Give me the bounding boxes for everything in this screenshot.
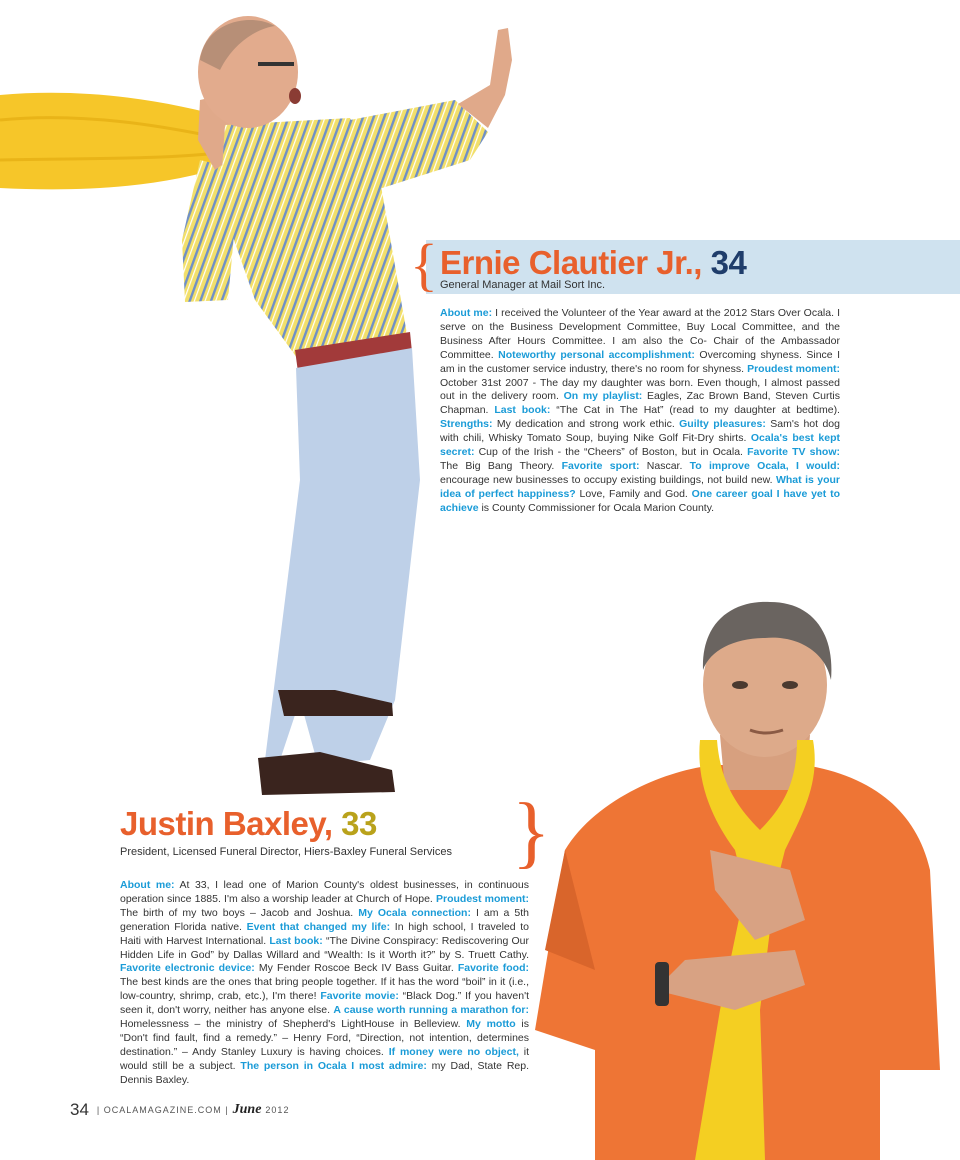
bio-keyword: Last book: <box>494 404 551 417</box>
bio-keyword: Noteworthy personal accomplishment: <box>498 348 695 361</box>
bio-keyword: Event that changed my life: <box>246 920 391 933</box>
justin-photo <box>535 590 960 1160</box>
bio-text: Overcoming shyness. Since I am in the customer service industry, there's no room for shyness. <box>440 348 840 375</box>
bio-keyword: My motto <box>466 1018 516 1031</box>
profile-age-justin: 33 <box>341 805 377 842</box>
bio-keyword: Favorite food: <box>457 962 529 975</box>
bio-keyword: Guilty pleasures: <box>679 418 766 431</box>
bio-keyword: One career goal I have yet to achieve <box>440 487 840 514</box>
profile-title-justin: President, Licensed Funeral Director, Hiers-Baxley Funeral Services <box>120 846 452 858</box>
bio-text: Sam's hot dog with chili, Whisky Tomato Soup, buying Nike Golf Fit-Dry shirts. <box>440 418 840 445</box>
page-footer: 34 | OCALAMAGAZINE.COM | June 2012 <box>70 1100 290 1119</box>
bio-text: The birth of my two boys – Jacob and Joshua. <box>120 906 359 919</box>
bio-text: “The Cat in The Hat” (read to my daughter at bedtime). <box>550 404 840 417</box>
bio-keyword: Last book: <box>269 934 323 947</box>
bio-text: Homelessness – the ministry of Shepherd's LightHouse in Belleview. <box>120 1018 467 1031</box>
profile-name-ernie: Ernie Clautier Jr., 34 <box>440 244 747 281</box>
profile-name-justin: Justin Baxley, 33 <box>120 805 377 842</box>
bio-keyword: Proudest moment: <box>747 362 840 375</box>
bio-text: Love, Family and God. <box>575 487 692 500</box>
bio-text: In high school, I traveled to Haiti with Harvest International. <box>120 920 529 947</box>
bio-text: my Dad, State Rep. Dennis Baxley. <box>120 1059 530 1086</box>
profile-title-ernie: General Manager at Mail Sort Inc. <box>440 279 606 291</box>
bio-text: is “Don't find fault, find a remedy.” – Henry Ford, “Direction, not intention, determines destination.” – Andy Stanley Luxury is having choices. <box>120 1018 530 1058</box>
page-number: 34 <box>70 1100 89 1119</box>
bio-keyword: Ocala's best kept secret: <box>440 432 840 459</box>
bio-text: I received the Volunteer of the Year award at the 2012 Stars Over Ocala. I serve on the Business Development Committee, Buy Local Committee, and the Business After Hours Committee. I am also the Co- Chair of the Ambassador Committee. <box>440 307 840 361</box>
bio-text: encourage new businesses to occupy existing buildings, not build new. <box>440 473 776 486</box>
bio-keyword: The person in Ocala I most admire: <box>240 1059 427 1072</box>
bio-text: The Big Bang Theory. <box>440 459 562 472</box>
bio-keyword: A cause worth running a marathon for: <box>333 1004 529 1017</box>
bio-keyword: To improve Ocala, I would: <box>689 459 840 472</box>
bio-text: I am a 5th generation Florida native. <box>120 906 529 933</box>
bio-text: Cup of the Irish - the “Cheers” of Boston, but in Ocala. <box>474 446 748 459</box>
bio-keyword: About me: <box>440 307 493 319</box>
bio-text: October 31st 2007 - The day my daughter was born. Even though, I almost passed out in the delivery room. <box>440 376 840 403</box>
bio-text: is County Commissioner for Ocala Marion County. <box>478 501 715 514</box>
bio-keyword: Strengths: <box>440 418 493 431</box>
close-brace-ornament: } <box>512 788 551 876</box>
bio-text: The best kinds are the ones that bring people together. If it has the word “boil” in it (i.e., low-country, shrimp, crab, etc.), I'm there! <box>120 976 529 1003</box>
profile-bio-ernie <box>440 307 840 516</box>
profile-bio-justin <box>120 879 529 1088</box>
profile-age-ernie: 34 <box>710 244 747 281</box>
bio-keyword: Favorite movie: <box>320 990 399 1003</box>
bio-keyword: Favorite sport: <box>561 459 640 472</box>
bio-text: My dedication and strong work ethic. <box>492 418 680 431</box>
site-name: OCALAMAGAZINE.COM <box>103 1105 222 1115</box>
bio-keyword: Favorite electronic device: <box>120 962 255 975</box>
bio-text: Eagles, Zac Brown Band, Steven Curtis Chapman. <box>440 390 840 417</box>
bio-text: it would still be a subject. <box>120 1045 529 1072</box>
bio-keyword: Proudest moment: <box>435 892 529 905</box>
bio-keyword: Favorite TV show: <box>747 446 840 459</box>
open-brace-ornament: { <box>410 232 438 297</box>
bio-keyword: What is your idea of perfect happiness? <box>440 473 840 500</box>
issue-month: June <box>232 1102 262 1117</box>
bio-text: At 33, I lead one of Marion County's oldest businesses, in continuous operation since 1885. I'm also a worship leader at Church of Hope. <box>120 879 529 905</box>
bio-keyword: On my playlist: <box>563 390 643 403</box>
bio-keyword: If money were no object, <box>388 1045 519 1058</box>
bio-keyword: About me: <box>120 879 175 891</box>
bio-text: “The Divine Conspiracy: Rediscovering Our Hidden Life in God” by Dallas Willard and “Wealth: Is it Worth it?” by S. Truett Cathy. <box>120 934 529 961</box>
bio-keyword: My Ocala connection: <box>358 906 471 919</box>
issue-year: 2012 <box>265 1105 290 1115</box>
bio-text: “Black Dog.” If you haven't seen it, don't worry, neither has anyone else. <box>120 990 530 1017</box>
bio-text: Nascar. <box>639 459 690 472</box>
bio-text: My Fender Roscoe Beck IV Bass Guitar. <box>254 962 458 975</box>
